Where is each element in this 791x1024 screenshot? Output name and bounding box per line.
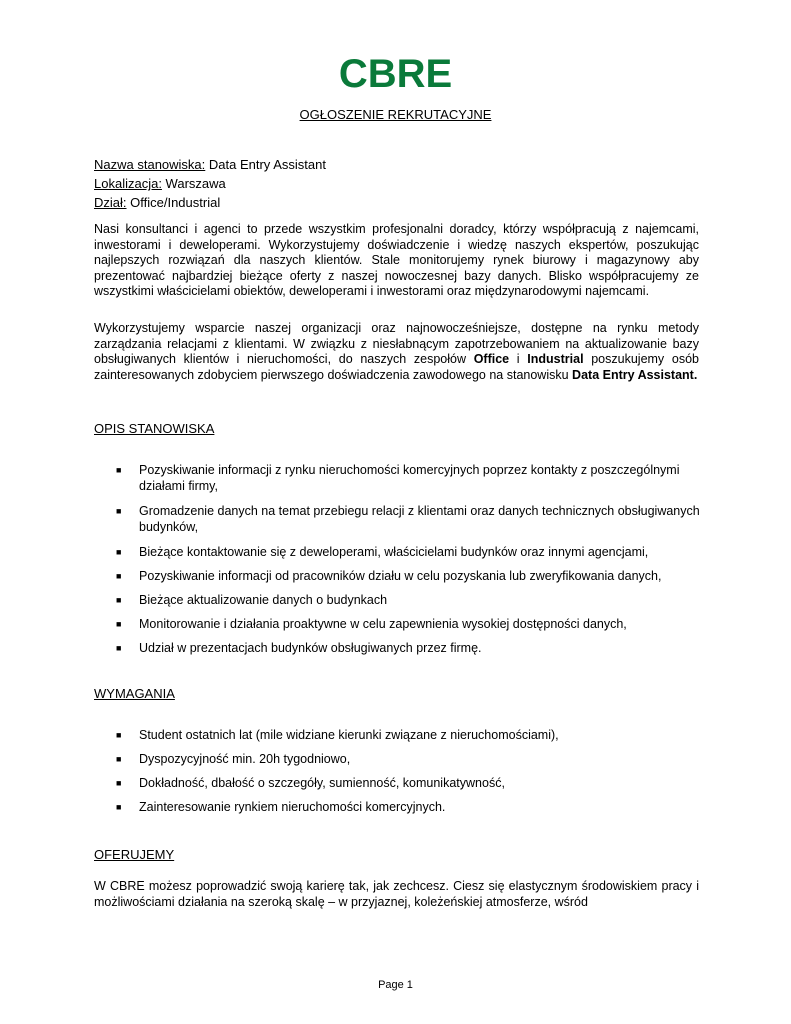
list-item	[94, 462, 704, 494]
position-row	[94, 155, 326, 174]
list-item	[94, 503, 704, 535]
bullet-marker: ■	[116, 778, 122, 788]
bullet-marker: ■	[116, 754, 122, 764]
list-item-text: Student ostatnich lat (mile widziane kierunki związane z nieruchomościami),	[139, 728, 559, 742]
list-item	[94, 727, 704, 743]
list-item-text: Dyspozycyjność min. 20h tygodniowo,	[139, 752, 351, 766]
list-item-text: Pozyskiwanie informacji od pracowników działu w celu pozyskania lub zweryfikowania danych,	[139, 569, 662, 583]
intro-2-text-3: poszukujemy osób zainteresowanych zdobyciem pierwszego doświadczenia zawodowego na stanowisku	[94, 352, 699, 382]
bullet-marker: ■	[116, 506, 122, 516]
bullet-marker: ■	[116, 619, 122, 629]
job-meta	[94, 155, 326, 212]
list-item	[94, 775, 704, 791]
logo-text: CBRE	[338, 52, 453, 96]
list-item	[94, 751, 704, 767]
bullet-marker: ■	[116, 595, 122, 605]
offer-paragraph: W CBRE możesz poprowadzić swoją karierę tak, jak zechcesz. Ciesz się elastycznym środowiskiem pracy i możliwościami działania na szeroką skalę – w przyjaznej, koleżeńskiej atmosferze, wśród	[94, 879, 699, 909]
bullet-marker: ■	[116, 730, 122, 740]
intro-2-industrial: Industrial	[527, 352, 584, 367]
list-item	[94, 640, 704, 656]
location-label: Lokalizacja:	[94, 176, 162, 191]
bullet-marker: ■	[116, 802, 122, 812]
list-item-text: Dokładność, dbałość o szczegóły, sumienność, komunikatywność,	[139, 776, 505, 790]
department-row	[94, 193, 326, 212]
list-item	[94, 568, 704, 584]
list-item-text: Gromadzenie danych na temat przebiegu relacji z klientami oraz danych technicznych obsługiwanych budynków,	[139, 504, 700, 534]
intro-paragraph-1: Nasi konsultanci i agenci to przede wszystkim profesjonalni doradcy, którzy współpracują z najemcami, inwestorami i deweloperami. Wykorzystujemy doświadczenie i wiedzę naszych ekspertów, poszukując najlepszych rozwiązań dla naszych klientów. Stale monitorujemy rynek biurowy i magazynowy aby prezentować najbardziej bieżące oferty z naszej nowoczesnej bazy danych. Blisko współpracujemy ze wszystkimi właścicielami obiektów, deweloperami i inwestorami oraz międzynarodowymi najemcami.	[94, 222, 699, 299]
department-label: Dział:	[94, 195, 127, 210]
section-requirements-heading: WYMAGANIA	[94, 686, 175, 701]
list-item-text: Monitorowanie i działania proaktywne w celu zapewnienia wysokiej dostępności danych,	[139, 617, 627, 631]
location-value: Warszawa	[161, 176, 226, 191]
list-item-text: Pozyskiwanie informacji z rynku nieruchomości komercyjnych poprzez kontakty z poszczególnymi działami firmy,	[139, 463, 680, 493]
page-number: Page 1	[378, 979, 413, 991]
list-item	[94, 616, 704, 632]
location-row	[94, 174, 326, 193]
list-item	[94, 544, 704, 560]
list-item-text: Zainteresowanie rynkiem nieruchomości komercyjnych.	[139, 800, 446, 814]
intro-2-text-1: Wykorzystujemy wsparcie naszej organizacji oraz najnowocześniejsze, dostępne na rynku metody zarządzania relacjami z klientami. W związku z niesłabnącym zapotrzebowaniem na aktualizowanie bazy obsługiwanych klientów i nieruchomości, do naszych zespołów	[94, 321, 699, 367]
intro-2-text-2: i	[509, 352, 528, 367]
intro-2-job-title: Data Entry Assistant.	[572, 367, 698, 382]
position-value: Data Entry Assistant	[205, 157, 326, 172]
bullet-marker: ■	[116, 465, 122, 475]
list-item-text: Bieżące kontaktowanie się z deweloperami, właścicielami budynków oraz innymi agencjami,	[139, 545, 649, 559]
list-item-text: Udział w prezentacjach budynków obsługiwanych przez firmę.	[139, 641, 482, 655]
bullet-marker: ■	[116, 547, 122, 557]
list-item-text: Bieżące aktualizowanie danych o budynkach	[139, 593, 388, 607]
requirements-list	[94, 727, 704, 815]
document-title: OGŁOSZENIE REKRUTACYJNE	[299, 107, 492, 122]
cbre-logo	[0, 54, 791, 94]
section-offer-heading: OFERUJEMY	[94, 847, 175, 862]
intro-paragraph-2	[94, 321, 699, 383]
list-item	[94, 592, 704, 608]
bullet-marker: ■	[116, 643, 122, 653]
position-label: Nazwa stanowiska:	[94, 157, 206, 172]
department-value: Office/Industrial	[126, 195, 221, 210]
bullet-marker: ■	[116, 571, 122, 581]
duties-list	[94, 462, 704, 656]
section-description-heading: OPIS STANOWISKA	[94, 421, 215, 436]
list-item	[94, 799, 704, 815]
intro-2-office: Office	[473, 352, 510, 367]
